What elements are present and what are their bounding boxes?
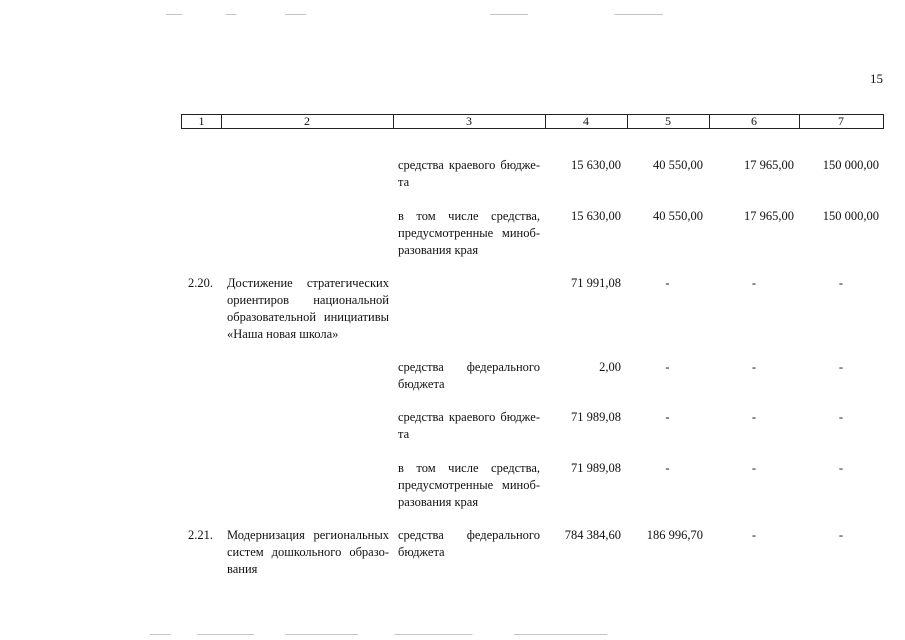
- row-value-col4: 784 384,60: [564, 528, 621, 542]
- row-value-col4: 71 989,08: [571, 461, 621, 475]
- row-value-col6: -: [751, 528, 757, 542]
- row-source: средства краевого бюдже-та: [398, 158, 540, 189]
- page-number: 15: [870, 71, 883, 86]
- row-value-col7: -: [838, 461, 844, 475]
- row-value-col5: -: [665, 410, 670, 424]
- scan-artifact-bottom: [150, 634, 670, 635]
- row-number: 2.21.: [188, 528, 213, 542]
- header-cell-1: 1: [198, 114, 205, 128]
- row-source: средства краевого бюдже-та: [398, 410, 540, 441]
- row-value-col6: -: [751, 360, 757, 374]
- row-value-col5: 40 550,00: [653, 209, 703, 223]
- row-name: Модернизация региональных систем дошкольного образо-вания: [227, 528, 389, 576]
- header-cell-7: 7: [838, 114, 844, 128]
- row-value-col7: 150 000,00: [822, 158, 879, 172]
- row-value-col4: 15 630,00: [571, 158, 621, 172]
- row-value-col4: 71 991,08: [571, 276, 621, 290]
- row-value-col5: 186 996,70: [646, 528, 703, 542]
- row-value-col5: 40 550,00: [653, 158, 703, 172]
- header-cell-3: 3: [466, 114, 472, 128]
- header-cell-6: 6: [751, 114, 757, 128]
- row-value-col7: -: [838, 528, 844, 542]
- row-value-col4: 2,00: [599, 360, 621, 374]
- row-value-col7: -: [838, 410, 844, 424]
- row-source: средства федерального бюджета: [398, 528, 540, 559]
- row-value-col6: -: [751, 276, 757, 290]
- row-source: средства федерального бюджета: [398, 360, 540, 391]
- row-value-col5: -: [665, 461, 670, 475]
- row-source: в том числе средства, предусмотренные миноб-разования края: [398, 461, 540, 509]
- row-number: 2.20.: [188, 276, 213, 290]
- row-value-col7: 150 000,00: [822, 209, 879, 223]
- row-value-col7: -: [838, 276, 844, 290]
- header-cell-2: 2: [304, 114, 310, 128]
- header-cell-4: 4: [583, 114, 589, 128]
- row-value-col6: -: [751, 461, 757, 475]
- row-value-col5: -: [665, 276, 670, 290]
- row-value-col5: -: [665, 360, 670, 374]
- row-name: Достижение стратегических ориентиров национальной образовательной инициативы «Наша новая школа»: [227, 276, 389, 341]
- row-value-col6: 17 965,00: [744, 209, 794, 223]
- row-value-col6: 17 965,00: [744, 158, 794, 172]
- table-header: [181, 114, 884, 129]
- row-value-col4: 15 630,00: [571, 209, 621, 223]
- row-source: в том числе средства, предусмотренные миноб-разования края: [398, 209, 540, 257]
- row-value-col4: 71 989,08: [571, 410, 621, 424]
- row-value-col6: -: [751, 410, 757, 424]
- scan-artifact-top: [150, 14, 690, 15]
- header-cell-5: 5: [665, 114, 671, 128]
- row-value-col7: -: [838, 360, 844, 374]
